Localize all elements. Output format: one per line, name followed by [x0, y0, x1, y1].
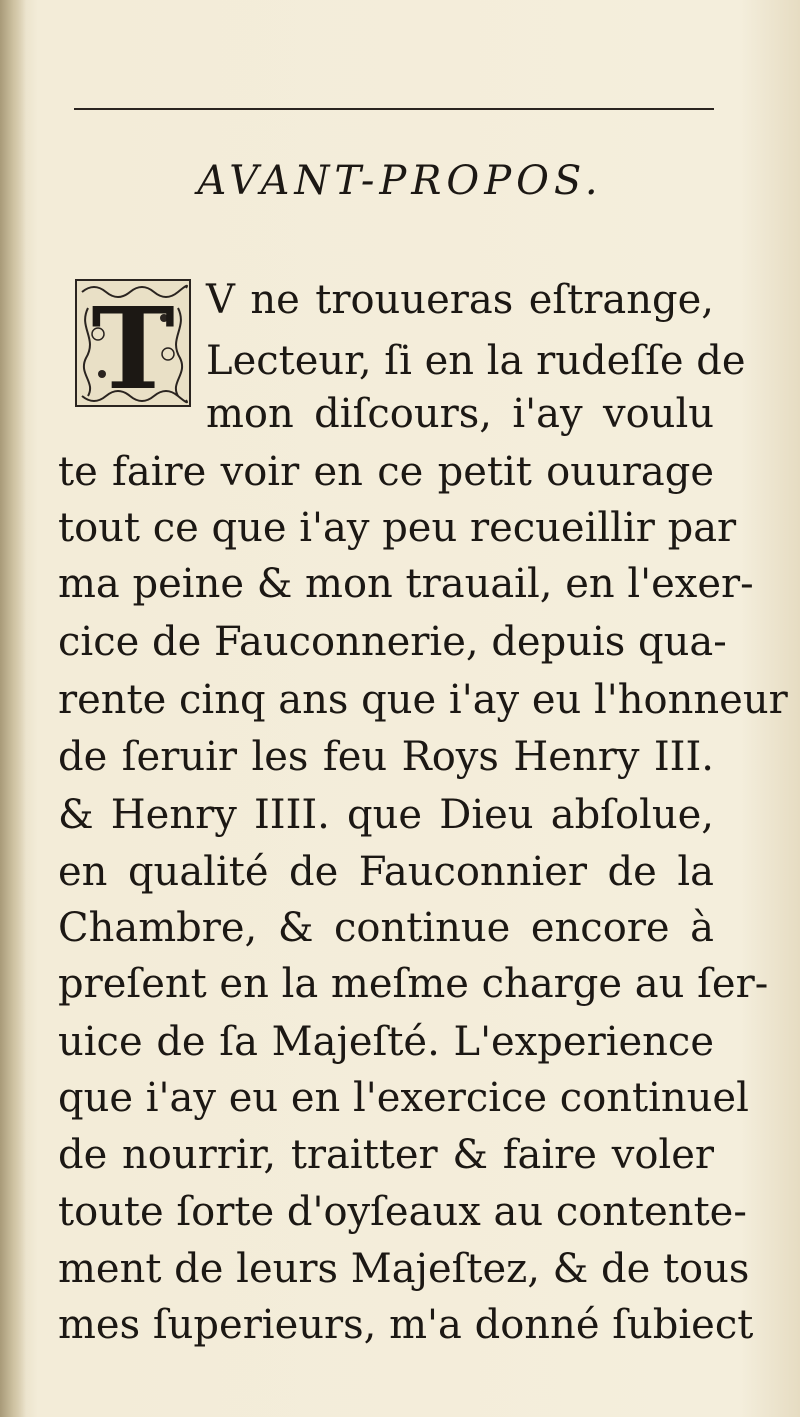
text-line: en qualité de Fauconnier de la [58, 849, 714, 895]
text-line: tout ce que i'ay peu recueillir par [58, 505, 737, 551]
page-heading: AVANT-PROPOS. [197, 158, 603, 204]
text-line: V ne trouueras eſtrange, [206, 277, 714, 323]
decorated-initial-letter [74, 278, 192, 408]
text-line: & Henry IIII. que Dieu abſolue, [58, 792, 714, 838]
text-line: de ſeruir les feu Roys Henry III. [58, 734, 714, 780]
ornament-icon [74, 278, 192, 408]
text-line: toute ſorte d'oyſeaux au contente- [58, 1189, 747, 1235]
text-line: Chambre, & continue encore à [58, 905, 714, 951]
header-rule [74, 108, 714, 110]
text-line: ment de leurs Majeſtez, & de tous [58, 1246, 750, 1292]
text-line: cice de Fauconnerie, depuis qua- [58, 619, 727, 665]
drop-cap-letter: T [91, 284, 175, 408]
text-line: ma peine & mon trauail, en l'exer- [58, 561, 754, 607]
text-line: mon diſcours, i'ay voulu [206, 391, 714, 437]
text-line: Lecteur, ſi en la rudeſſe de [206, 338, 746, 384]
text-line: mes ſuperieurs, m'a donné ſubiect [58, 1302, 754, 1348]
text-line: uice de ſa Majeſté. L'experience [58, 1019, 714, 1065]
page-gutter-shadow [0, 0, 26, 1417]
text-line: de nourrir, traitter & faire voler [58, 1132, 714, 1178]
text-line: rente cinq ans que i'ay eu l'honneur [58, 677, 788, 723]
text-line: que i'ay eu en l'exercice continuel [58, 1075, 749, 1121]
text-line: te faire voir en ce petit ouurage [58, 449, 714, 495]
text-line: preſent en la meſme charge au ſer- [58, 961, 769, 1007]
